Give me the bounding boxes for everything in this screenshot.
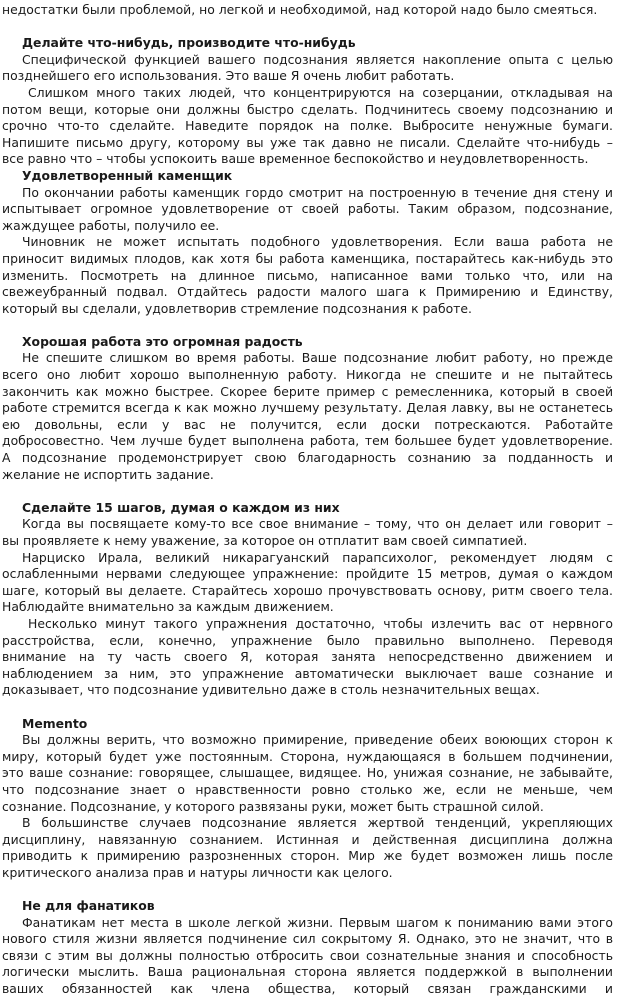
text-line: шаге, который вы делаете. Старайтесь хорошо прочувствовать основу, ритм своего тела. [2, 582, 613, 598]
text-line: Наблюдайте внимательно за каждым движением. [2, 599, 334, 615]
text-line: дисциплину, навязанную сознанием. Истинная и действенная дисциплина должна [2, 831, 613, 847]
text-line: В большинстве случаев подсознание является жертвой тенденций, укрепляющих [22, 815, 613, 831]
text-line: ослабленными нервами следующее упражнение: пройдите 15 метров, думая о каждом [2, 566, 613, 582]
text-line: миру, который будет уже постоянным. Сторона, нуждающаяся в большем подчинении, [2, 748, 613, 764]
text-line: связи с этим вы должны полностью отбросить свои сознательные знания и способность [2, 947, 613, 963]
text-line: добросовестно. Чем лучше будет выполнена работа, тем большее будет удовлетворение. [2, 433, 613, 449]
text-line: испытывает огромное удовлетворение от своей работы. Таким образом, подсознание, [2, 201, 613, 217]
text-line: Слишком много таких людей, что концентрируются на созерцании, откладывая на [28, 84, 613, 100]
text-line: приносит видимых плодов, как хотя бы работа каменщика, постарайтесь как-нибудь это [2, 250, 613, 266]
paragraph-gap [2, 699, 613, 716]
section-heading: Не для фанатиков [22, 898, 155, 914]
text-line: Нарциско Ирала, великий никарагуанский парапсихолог, рекомендует людям с [22, 549, 613, 565]
text-line: Вы должны верить, что возможно примирение, приведение обеих воюющих сторон к [22, 732, 613, 748]
paragraph-gap [2, 317, 613, 334]
text-line: все равно что – чтобы успокоить ваше временное беспокойство и неудовлетворенность. [2, 151, 589, 167]
text-line: закончить как можно быстрее. Скорее берите пример с ремесленника, который в своей [2, 383, 613, 399]
text-line: критического анализа прав и натуры личности как целого. [2, 864, 393, 880]
text-line: ею довольны, если у вас не получится, если доски потрескаются. Работайте [2, 416, 613, 432]
section-heading: Удовлетворенный каменщик [22, 167, 233, 183]
text-line: работе стремится всегда к как можно лучшему результату. Делая лавку, вы не останетесь [2, 400, 613, 416]
section-heading: Делайте что-нибудь, производите что-нибудь [22, 35, 356, 51]
text-line: А подсознание продемонстрирует свою благодарность сознанию за подданность и [2, 450, 613, 466]
text-line: потом вещи, которые они должны быстро сделать. Подчинитесь своему подсознанию и [2, 101, 613, 117]
text-line: приводить к примирению разрозненных сторон. Мир же будет возможен лишь после [2, 848, 613, 864]
text-line: сознание. Подсознание, у которого развязаны руки, может быть страшной силой. [2, 798, 544, 814]
text-line: По окончании работы каменщик гордо смотрит на построенную в течение дня стену и [22, 184, 613, 200]
text-line: Специфической функцией вашего подсознания является накопление опыта с целью [22, 51, 613, 67]
text-line: логически мыслить. Ваша рациональная сторона является поддержкой в выполнении [2, 964, 613, 980]
text-line: доказывает, что подсознание удивительно даже в столь незначительных вещах. [2, 682, 540, 698]
section-heading: Memento [22, 715, 88, 731]
text-line: жаждущее работы, получило ее. [2, 217, 220, 233]
text-line: это ваше сознание: говорящее, слышащее, видящее. Но, унижая сознание, не забывайте, [2, 765, 613, 781]
text-line: внимание на ту часть своего Я, которая занята непосредственно движением и [2, 649, 613, 665]
text-line: Не спешите слишком во время работы. Ваше подсознание любит работу, но прежде [22, 350, 613, 366]
text-line: что подсознание знает о нравственности ровно столько же, если не меньше, чем [2, 781, 613, 797]
text-line: недостатки были проблемой, но легкой и необходимой, над которой надо было смеяться. [2, 2, 598, 17]
text-line: который вы сделали, удовлетворив стремление подсознания к работе. [2, 300, 472, 316]
paragraph-gap [2, 881, 613, 898]
text-line: Напишите письмо другу, которому вы уже так давно не писали. Сделайте что-нибудь – [2, 134, 613, 150]
paragraph-gap [2, 483, 613, 500]
text-line: Фанатикам нет места в школе легкой жизни. Первым шагом к пониманию вами этого [22, 914, 613, 930]
text-line: Чиновник не может испытать подобного удовлетворения. Если ваша работа не [22, 234, 613, 250]
text-line: позднейшего его использования. Это ваше Я очень любит работать. [2, 68, 455, 84]
text-line: Когда вы посвящаете кому-то все свое внимание – тому, что он делает или говорит – [22, 516, 613, 532]
text-line: ваших обязанностей как члена общества, который связан гражданскими и [2, 981, 613, 997]
text-line: желание не испортить задание. [2, 466, 214, 482]
text-line: срочно что-то сделайте. Наведите порядок на полке. Выбросите ненужные бумаги. [2, 118, 613, 134]
paragraph-gap [2, 19, 613, 36]
text-line: Несколько минут такого упражнения достаточно, чтобы излечить вас от нервного [28, 615, 613, 631]
text-line: изменить. Посмотреть на длинное письмо, написанное вами только что, или на [2, 267, 613, 283]
text-line: нового стиля жизни является подчинение сил сокрытому Я. Однако, это не значит, что в [2, 931, 613, 947]
section-heading: Сделайте 15 шагов, думая о каждом из них [22, 499, 340, 515]
text-line: расстройства, если, конечно, упражнение было правильно выполнено. Переводя [2, 632, 613, 648]
text-line: свежеубранный подвал. Отдайтесь радости малого шага к Примирению и Единству, [2, 284, 613, 300]
section-heading: Хорошая работа это огромная радость [22, 333, 303, 349]
text-line: вы проявляете к нему уважение, за которое он отплатит вам своей симпатией. [2, 533, 528, 548]
text-line: всего оно любит хорошо выполненную работу. Никогда не спешите и не пытайтесь [2, 367, 613, 383]
text-line: наблюдением за ним, это упражнение автоматически выключает ваше сознание и [2, 665, 613, 681]
